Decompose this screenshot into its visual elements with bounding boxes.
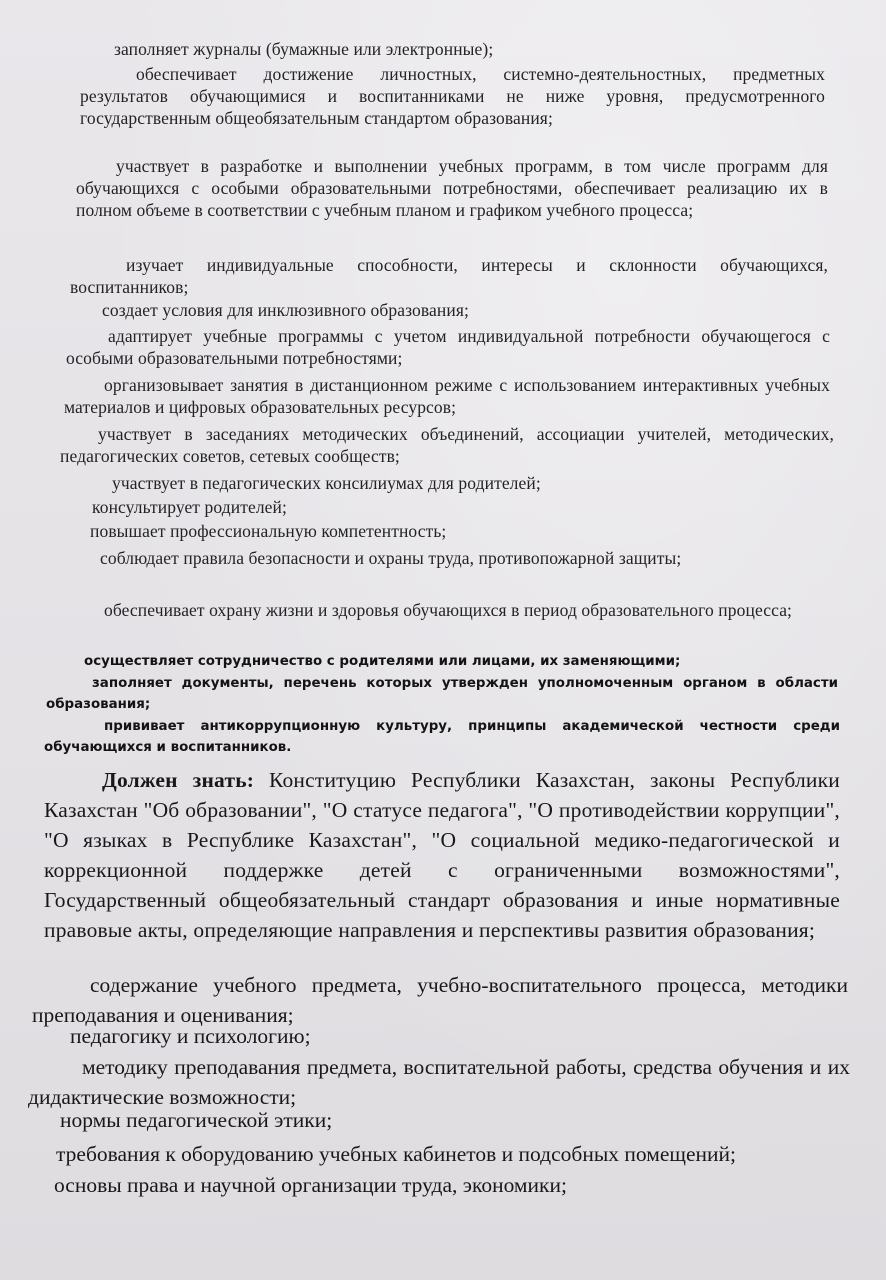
duty-paragraph: адаптирует учебные программы с учетом индивидуальной потребности обучающегося с особыми образовательными потребностями; [66, 326, 830, 368]
must-know-item: методику преподавания предмета, воспитательной работы, средства обучения и их дидактические возможности; [28, 1055, 850, 1109]
duty-paragraph: изучает индивидуальные способности, интересы и склонности обучающихся, воспитанников; [70, 255, 828, 297]
duty-paragraph: участвует в заседаниях методических объединений, ассоциации учителей, методических, педагогических советов, сетевых сообществ; [60, 424, 834, 466]
duty-paragraph: участвует в разработке и выполнении учебных программ, в том числе программ для обучающихся с особыми образовательными потребностями, обеспечивает реализацию их в полном объеме в соответствии с учебным планом и графиком учебного процесса; [76, 156, 828, 220]
duty-paragraph: заполняет журналы (бумажные или электронные); [114, 39, 494, 59]
duty-paragraph: обеспечивает достижение личностных, системно-деятельностных, предметных результатов обучающимися и воспитанниками не ниже уровня, предусмотренного государственным общеобязательным стандартом образования; [80, 64, 825, 128]
duty-paragraph: участвует в педагогических консилиумах для родителей; [112, 473, 541, 493]
duty-paragraph: осуществляет сотрудничество с родителями или лицами, их заменяющими; [84, 654, 681, 669]
must-know-heading: Должен знать: [102, 768, 255, 792]
duty-paragraph: консультирует родителей; [92, 497, 287, 517]
must-know-intro-text: Конституцию Республики Казахстан, законы Республики Казахстан "Об образовании", "О статусе педагога", "О противодействии коррупции", "О языках в Республике Казахстан", "О социальной медико-педагогической и коррекционной поддержке детей с ограниченными возможностями", Государственный общеобязательный стандарт образования и иные нормативные правовые акты, определяющие направления и перспективы развития образования; [44, 768, 840, 942]
must-know-item: основы права и научной организации труда, экономики; [54, 1173, 567, 1197]
must-know-item: нормы педагогической этики; [60, 1108, 333, 1132]
duty-paragraph: обеспечивает охрану жизни и здоровья обучающихся в период образовательного процесса; [104, 600, 793, 620]
must-know-item: содержание учебного предмета, учебно-воспитательного процесса, методики преподавания и оценивания; [32, 973, 848, 1027]
must-know-item: требования к оборудованию учебных кабинетов и подсобных помещений; [56, 1142, 737, 1166]
duty-paragraph: создает условия для инклюзивного образования; [102, 300, 469, 320]
must-know-item: педагогику и психологию; [70, 1024, 311, 1048]
duty-paragraph: заполняет документы, перечень которых утвержден уполномоченным органом в области образования; [46, 676, 838, 712]
duty-paragraph: организовывает занятия в дистанционном режиме с использованием интерактивных учебных материалов и цифровых образовательных ресурсов; [64, 375, 830, 417]
duty-paragraph: соблюдает правила безопасности и охраны труда, противопожарной защиты; [100, 548, 682, 568]
duty-paragraph: прививает антикоррупционную культуру, принципы академической честности среди обучающихся и воспитанников. [44, 719, 840, 755]
duty-paragraph: повышает профессиональную компетентность; [90, 521, 447, 541]
must-know-intro [44, 765, 840, 945]
